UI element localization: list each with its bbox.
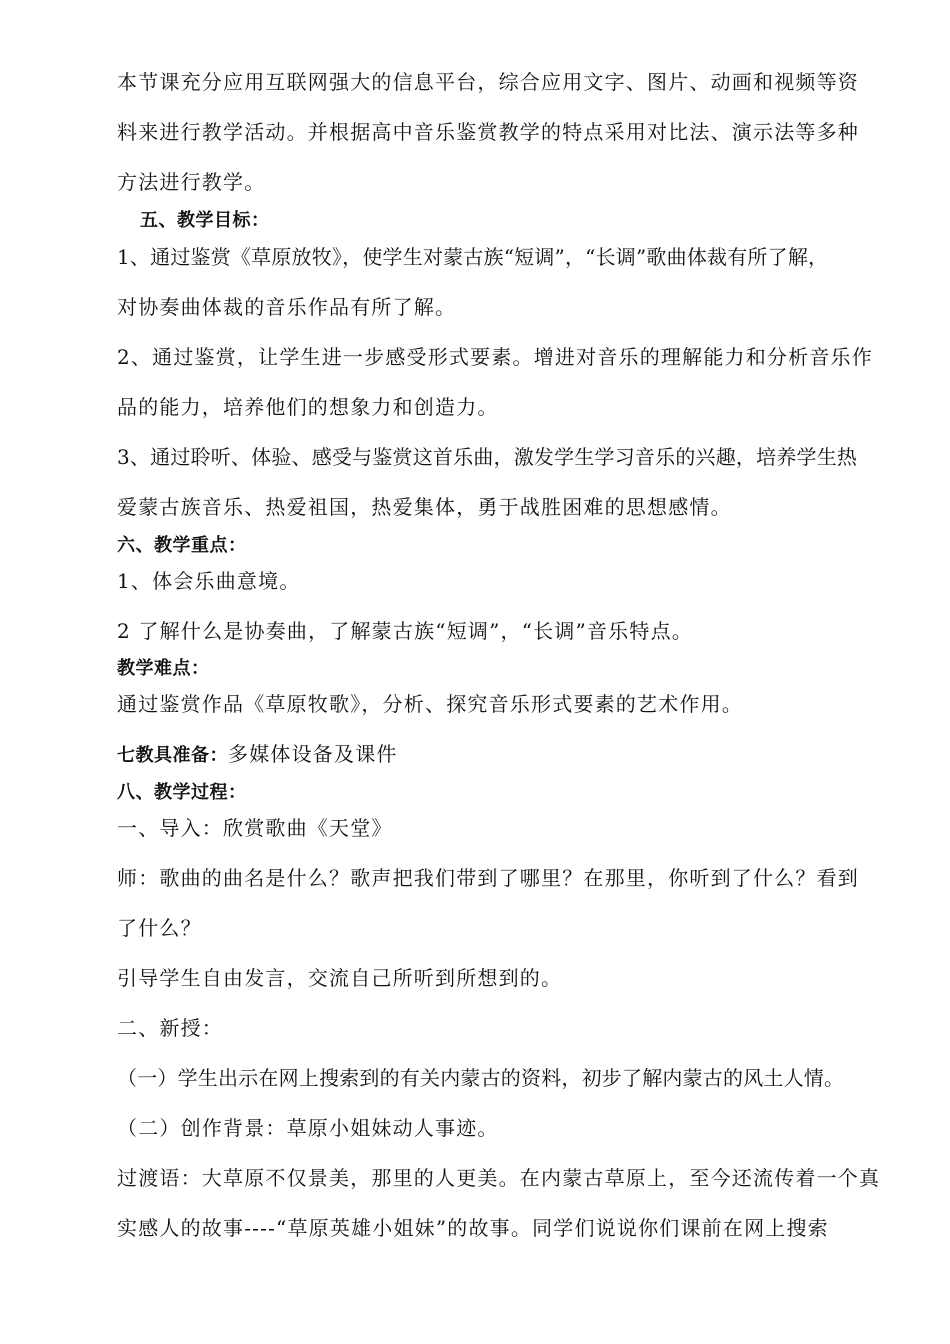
objective-line: 3、通过聆听、体验、感受与鉴赏这首乐曲，激发学生学习音乐的兴趣，培养学生热 xyxy=(117,445,858,469)
process-line: 引导学生自由发言，交流自己所听到所想到的。 xyxy=(117,966,563,990)
process-line: 过渡语：大草原不仅景美，那里的人更美。在内蒙古草原上，至今还流传着一个真 xyxy=(117,1166,881,1190)
section-heading: 六、教学重点： xyxy=(117,535,247,556)
equipment-line xyxy=(117,740,398,770)
objective-line: 2、通过鉴赏，让学生进一步感受形式要素。增进对音乐的理解能力和分析音乐作 xyxy=(117,345,873,369)
objective-line: 爱蒙古族音乐、热爱祖国，热爱集体，勇于战胜困难的思想感情。 xyxy=(117,495,732,519)
process-line: 了什么？ xyxy=(117,916,202,940)
paragraph-line: 料来进行教学活动。并根据高中音乐鉴赏教学的特点采用对比法、演示法等多种 xyxy=(117,120,859,144)
process-line: 二、新授： xyxy=(117,1016,223,1040)
difficulty-line: 通过鉴赏作品《草原牧歌》，分析、探究音乐形式要素的艺术作用。 xyxy=(117,692,743,716)
process-line: （一）学生出示在网上搜索到的有关内蒙古的资料，初步了解内蒙古的风土人情。 xyxy=(117,1066,845,1090)
equipment-text: 多媒体设备及课件 xyxy=(228,742,398,766)
section-heading: 五、教学目标： xyxy=(140,210,270,231)
section-heading: 七教具准备： xyxy=(117,745,228,766)
process-line: 一、导入：欣赏歌曲《天堂》 xyxy=(117,816,393,840)
paragraph-line: 方法进行教学。 xyxy=(117,170,266,194)
process-line: 师：歌曲的曲名是什么？歌声把我们带到了哪里？在那里，你听到了什么？看到 xyxy=(117,866,859,890)
paragraph-line: 本节课充分应用互联网强大的信息平台，综合应用文字、图片、动画和视频等资 xyxy=(117,70,859,94)
key-point-line: 2 了解什么是协奏曲，了解蒙古族“短调”，“长调”音乐特点。 xyxy=(117,619,693,643)
process-line: （二）创作背景：草原小姐妹动人事迹。 xyxy=(117,1116,499,1140)
section-heading: 教学难点： xyxy=(117,658,210,679)
objective-line: 对协奏曲体裁的音乐作品有所了解。 xyxy=(117,295,457,319)
objective-line: 品的能力，培养他们的想象力和创造力。 xyxy=(117,395,499,419)
key-point-line: 1、体会乐曲意境。 xyxy=(117,569,301,593)
section-heading: 八、教学过程： xyxy=(117,782,247,803)
objective-line: 1、通过鉴赏《草原放牧》，使学生对蒙古族“短调”，“长调”歌曲体裁有所了解， xyxy=(117,245,829,269)
process-line: 实感人的故事----“草原英雄小姐妹”的故事。同学们说说你们课前在网上搜索 xyxy=(117,1216,829,1240)
